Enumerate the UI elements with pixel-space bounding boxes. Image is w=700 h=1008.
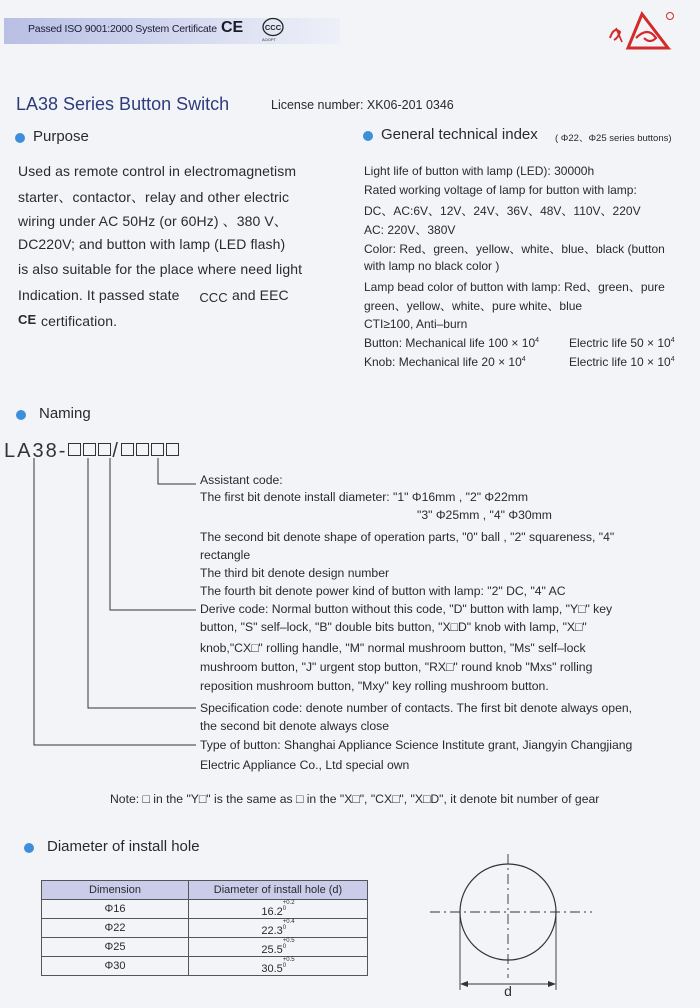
naming-leader-lines — [0, 455, 200, 755]
install-hole-drawing — [420, 850, 600, 1000]
naming-line: Electric Appliance Co., Ltd special own — [200, 758, 410, 772]
naming-line: Type of button: Shanghai Appliance Science Institute grant, Jiangyin Changjiang — [200, 738, 633, 752]
naming-line: Specification code: denote number of contacts. The first bit denote always open, — [200, 701, 633, 715]
dimension-cell: Φ30 — [42, 957, 189, 976]
column-header: Diameter of install hole (d) — [189, 881, 368, 900]
install-hole-table — [41, 880, 368, 976]
model-code: LA38- / — [4, 440, 180, 463]
purpose-line: Used as remote control in electromagnetism — [18, 163, 297, 179]
naming-line: Derive code: Normal button without this code, "D" button with lamp, "Y□" key — [200, 602, 613, 616]
table-header-row — [42, 881, 368, 900]
naming-line: Assistant code: — [200, 473, 283, 487]
purpose-line: is also suitable for the place where need light — [18, 261, 303, 277]
naming-line: mushroom button, "J" urgent stop button, "RX□" round knob "Mxs" rolling — [200, 660, 593, 674]
tech-line: CTI≥100, Anti–burn — [364, 317, 468, 331]
ce-mark: CE — [18, 312, 37, 327]
tech-line: green、yellow、white、pure white、blue — [364, 299, 583, 313]
purpose-line: Indication. It passed state — [18, 287, 180, 303]
svg-text:CCC: CCC — [264, 23, 282, 32]
certificate-text: Passed ISO 9001:2000 System Certificate — [28, 23, 217, 35]
tech-line: Light life of button with lamp (LED): 30000h — [364, 164, 595, 178]
tech-line: Rated working voltage of lamp for button with lamp: — [364, 183, 637, 197]
naming-line: rectangle — [200, 548, 251, 562]
naming-line: The second bit denote shape of operation parts, "0" ball , "2" squareness, "4" — [200, 530, 615, 544]
technical-subheading: ( Φ22、Φ25 series buttons) — [555, 133, 672, 144]
svg-text:· ·: · · — [668, 46, 673, 52]
diameter-cell: $25.5^{+0.5 0}$ — [189, 938, 368, 957]
table-row — [42, 900, 368, 919]
table-row — [42, 957, 368, 976]
license-number: License number: XK06-201 0346 — [271, 98, 454, 112]
diameter-cell: $30.5^{+0.5 0}$ — [189, 957, 368, 976]
purpose-line: certification. — [41, 313, 118, 329]
naming-line: The fourth bit denote power kind of button with lamp: "2" DC, "4" AC — [200, 584, 566, 598]
dimension-cell: Φ25 — [42, 938, 189, 957]
purpose-line: wiring under AC 50Hz (or 60Hz) 、380 V、 — [18, 213, 288, 229]
tech-line: DC、AC:6V、12V、24V、36V、48V、110V、220V — [364, 204, 641, 218]
bullet-icon — [363, 131, 373, 141]
table-row — [42, 938, 368, 957]
column-header: Dimension — [42, 881, 189, 900]
naming-line: The first bit denote install diameter: "1" Φ16mm , "2" Φ22mm — [200, 490, 529, 504]
knob-mechanical-life: Knob: Mechanical life $20 \times 10^4$ — [364, 355, 526, 369]
ccc-mark-icon — [201, 288, 226, 305]
dimension-cell: Φ16 — [42, 900, 189, 919]
naming-heading: Naming — [39, 405, 91, 422]
purpose-line: DC220V; and button with lamp (LED flash) — [18, 236, 286, 252]
bullet-icon — [24, 843, 34, 853]
ccc-mark-subtext: AOOPT — [262, 37, 277, 42]
diameter-cell: $16.2^{+0.2 0}$ — [189, 900, 368, 919]
technical-heading: General technical index — [381, 126, 538, 143]
ce-mark: CE — [221, 19, 244, 36]
naming-line: knob,"CX□" rolling handle, "M" normal mushroom button, "Ms" self–lock — [200, 641, 586, 655]
ccc-mark-icon — [262, 17, 284, 37]
diameter-cell: $22.3^{+0.4 0}$ — [189, 919, 368, 938]
purpose-heading: Purpose — [33, 128, 89, 145]
diameter-heading: Diameter of install hole — [47, 838, 200, 855]
tech-line: AC: 220V、380V — [364, 223, 456, 237]
bullet-icon — [16, 410, 26, 420]
naming-note: Note: □ in the "Y□" is the same as □ in the "X□", "CX□", "X□D", it denote bit number of gear — [110, 792, 600, 806]
tech-line: with lamp no black color ) — [364, 259, 500, 273]
dimension-label: d — [504, 983, 512, 999]
knob-electric-life: Electric life $10 \times 10^4$ — [569, 355, 675, 369]
tech-line: Color: Red、green、yellow、white、blue、black (button — [364, 242, 665, 256]
tech-line: Lamp bead color of button with lamp: Red、green、pure — [364, 280, 665, 294]
page-title: LA38 Series Button Switch — [16, 94, 230, 114]
naming-line: the second bit denote always close — [200, 719, 390, 733]
naming-line: The third bit denote design number — [200, 566, 390, 580]
naming-line: reposition mushroom button, "Mxy" key rolling mushroom button. — [200, 679, 549, 693]
table-row — [42, 919, 368, 938]
svg-text:CCC: CCC — [199, 290, 228, 305]
bullet-icon — [15, 133, 25, 143]
purpose-line: starter、contactor、relay and other electric — [18, 189, 290, 205]
naming-line: button, "S" self–lock, "B" double bits button, "X□D" knob with lamp, "X□" — [200, 620, 587, 634]
naming-line: "3" Φ25mm , "4" Φ30mm — [417, 508, 552, 522]
company-logo-icon — [606, 8, 686, 54]
dimension-cell: Φ22 — [42, 919, 189, 938]
button-mechanical-life: Button: Mechanical life $100 \times 10^4$ — [364, 336, 540, 350]
purpose-line: and EEC — [232, 287, 289, 303]
button-electric-life: Electric life $50 \times 10^4$ — [569, 336, 675, 350]
